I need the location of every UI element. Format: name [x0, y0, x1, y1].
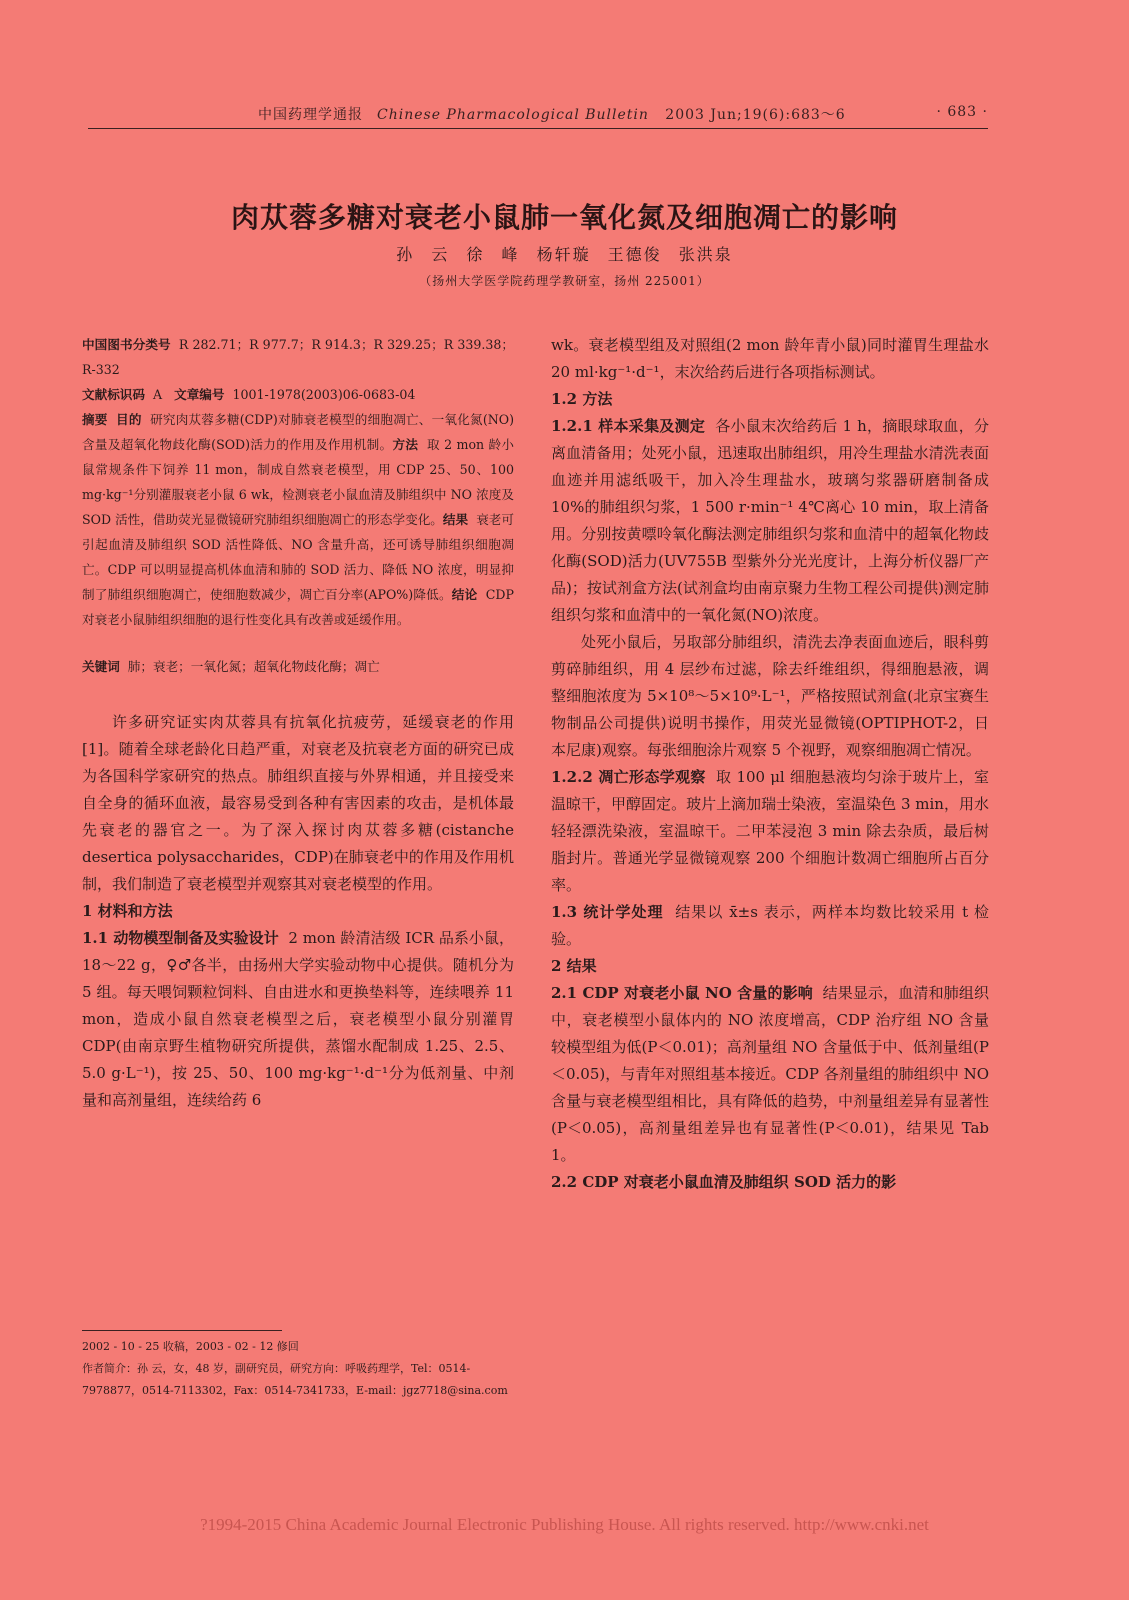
page-number: · 683 · — [936, 104, 988, 120]
section-2-heading: 2 结果 — [551, 957, 597, 975]
classification: 中国图书分类号 R 282.71；R 977.7；R 914.3；R 329.25；R 339.38；R-332 — [82, 337, 514, 377]
left-column — [82, 332, 514, 1114]
journal-name-en: Chinese Pharmacological Bulletin — [377, 107, 649, 123]
section-1-2-2: 1.2.2 凋亡形态学观察 取 100 μl 细胞悬液均匀涂于玻片上，室温晾干，甲醇固定。玻片上滴加瑞士染液，室温染色 3 min，用水轻轻漂洗染液，室温晾干。二甲苯浸泡 3 min 除去杂质，最后树脂封片。普通光学显微镜观察 200 个细胞计数凋亡细胞所占百分率。 — [551, 768, 989, 894]
affiliation: （扬州大学医学院药理学教研室，扬州 225001） — [419, 274, 710, 288]
section-1-1: 1.1 动物模型制备及实验设计 2 mon 龄清洁级 ICR 品系小鼠，18～22 g，♀♂各半，由扬州大学实验动物中心提供。随机分为 5 组。每天喂饲颗粒饲料、自由进水和更换垫料等，连续喂养 11 mon，造成小鼠自然衰老模型之后，衰老模型小鼠分别灌胃 CDP(由南京野生植物研究所提供，蒸馏水配制成 1.25、2.5、5.0 g·L⁻¹)，按 25、50、100 mg·kg⁻¹·d⁻¹分为低剂量、中剂量和高剂量组，连续给药 6 — [82, 929, 514, 1109]
section-1-2-1: 1.2.1 样本采集及测定 各小鼠末次给药后 1 h，摘眼球取血，分离血清备用；处死小鼠，迅速取出肺组织，用冷生理盐水清洗表面血迹并用滤纸吸干，加入冷生理盐水，玻璃匀浆器研磨制备成 10%的肺组织匀浆，1 500 r·min⁻¹ 4℃离心 10 min，取上清备用。分别按黄嘌呤氧化酶法测定肺组织匀浆和血清中的超氧化物歧化酶(SOD)活力(UV755B 型紫外分光光度计，上海分析仪器厂产品)；按试剂盒方法(试剂盒均由南京聚力生物工程公司提供)测定肺组织匀浆和血清中的一氧化氮(NO)浓度。 — [551, 417, 989, 624]
section-1-3: 1.3 统计学处理 结果以 x̄±s 表示，两样本均数比较采用 t 检验。 — [551, 903, 989, 948]
document-codes: 文献标识码 A 文章编号 1001-1978(2003)06-0683-04 — [82, 387, 416, 402]
section-2-1: 2.1 CDP 对衰老小鼠 NO 含量的影响 结果显示，血清和肺组织中，衰老模型小鼠体内的 NO 浓度增高，CDP 治疗组 NO 含量较模型组为低(P＜0.01)；高剂量组 NO 含量低于中、低剂量组(P＜0.05)，与青年对照组基本接近。CDP 各剂量组的肺组织中 NO 含量与衰老模型组相比，具有降低的趋势，中剂量组差异有显著性(P＜0.05)，高剂量组差异也有显著性(P＜0.01)，结果见 Tab 1。 — [551, 984, 989, 1164]
cell-preparation-paragraph: 处死小鼠后，另取部分肺组织，清洗去净表面血迹后，眼科剪剪碎肺组织，用 4 层纱布过滤，除去纤维组织，得细胞悬液，调整细胞浓度为 5×10⁸～5×10⁹·L⁻¹，严格按照试剂盒(北京宝赛生物制品公司提供)说明书操作，用荧光显微镜(OPTIPHOT-2，日本尼康)观察。每张细胞涂片观察 5 个视野，观察细胞凋亡情况。 — [551, 633, 989, 759]
section-1-heading: 1 材料和方法 — [82, 902, 173, 920]
keywords: 关键词 肺；衰老；一氧化氮；超氧化物歧化酶；凋亡 — [82, 659, 380, 674]
journal-name-cn: 中国药理学通报 — [258, 107, 363, 123]
abstract: 摘要 目的 研究肉苁蓉多糖(CDP)对肺衰老模型的细胞凋亡、一氧化氮(NO)含量及超氧化物歧化酶(SOD)活力的作用及作用机制。方法 取 2 mon 龄小鼠常规条件下饲养 11 mon，制成自然衰老模型，用 CDP 25、50、100 mg·kg⁻¹分别灌服衰老小鼠 6 wk，检测衰老小鼠血清及肺组织中 NO 浓度及 SOD 活性，借助荧光显微镜研究肺组织细胞凋亡的形态学变化。结果 衰老可引起血清及肺组织 SOD 活性降低、NO 含量升高，还可诱导肺组织细胞凋亡。CDP 可以明显提高机体血清和肺的 SOD 活力、降低 NO 浓度，明显抑制了肺组织细胞凋亡，使细胞数减少，凋亡百分率(APO%)降低。结论 CDP 对衰老小鼠肺组织细胞的退行性变化具有改善或延缓作用。 — [82, 412, 515, 627]
journal-name — [258, 104, 846, 124]
section-2-2-heading: 2.2 CDP 对衰老小鼠血清及肺组织 SOD 活力的影 — [551, 1173, 897, 1191]
footnote-dates: 2002 - 10 - 25 收稿，2003 - 02 - 12 修回 — [82, 1340, 299, 1353]
footnote — [82, 1336, 514, 1402]
section-1-1-continued: wk。衰老模型组及对照组(2 mon 龄年青小鼠)同时灌胃生理盐水 20 ml·kg⁻¹·d⁻¹，末次给药后进行各项指标测试。 — [551, 336, 989, 381]
copyright-watermark: ?1994-2015 China Academic Journal Electronic Publishing House. All rights reserved. http://www.cnki.net — [200, 1515, 929, 1534]
authors: 孙 云 徐 峰 杨轩璇 王德俊 张洪泉 — [396, 245, 733, 264]
right-column — [551, 332, 989, 1196]
section-1-2-heading: 1.2 方法 — [551, 390, 613, 408]
footnote-author: 作者简介：孙 云，女，48 岁，副研究员，研究方向：呼吸药理学，Tel：0514-7978877，0514-7113302，Fax：0514-7341733，E-mail：jgz7718@sina.com — [82, 1362, 508, 1397]
footnote-rule — [82, 1330, 282, 1331]
introduction: 许多研究证实肉苁蓉具有抗氧化抗疲劳，延缓衰老的作用[1]。随着全球老龄化日趋严重，对衰老及抗衰老方面的研究已成为各国科学家研究的热点。肺组织直接与外界相通，并且接受来自全身的循环血液，最容易受到各种有害因素的攻击，是机体最先衰老的器官之一。为了深入探讨肉苁蓉多糖(cistanche desertica polysaccharides，CDP)在肺衰老中的作用及作用机制，我们制造了衰老模型并观察其对衰老模型的作用。 — [82, 713, 514, 893]
article-title: 肉苁蓉多糖对衰老小鼠肺一氧化氮及细胞凋亡的影响 — [230, 201, 898, 234]
header-rule — [88, 128, 988, 129]
journal-issue: 2003 Jun;19(6):683～6 — [665, 107, 846, 123]
